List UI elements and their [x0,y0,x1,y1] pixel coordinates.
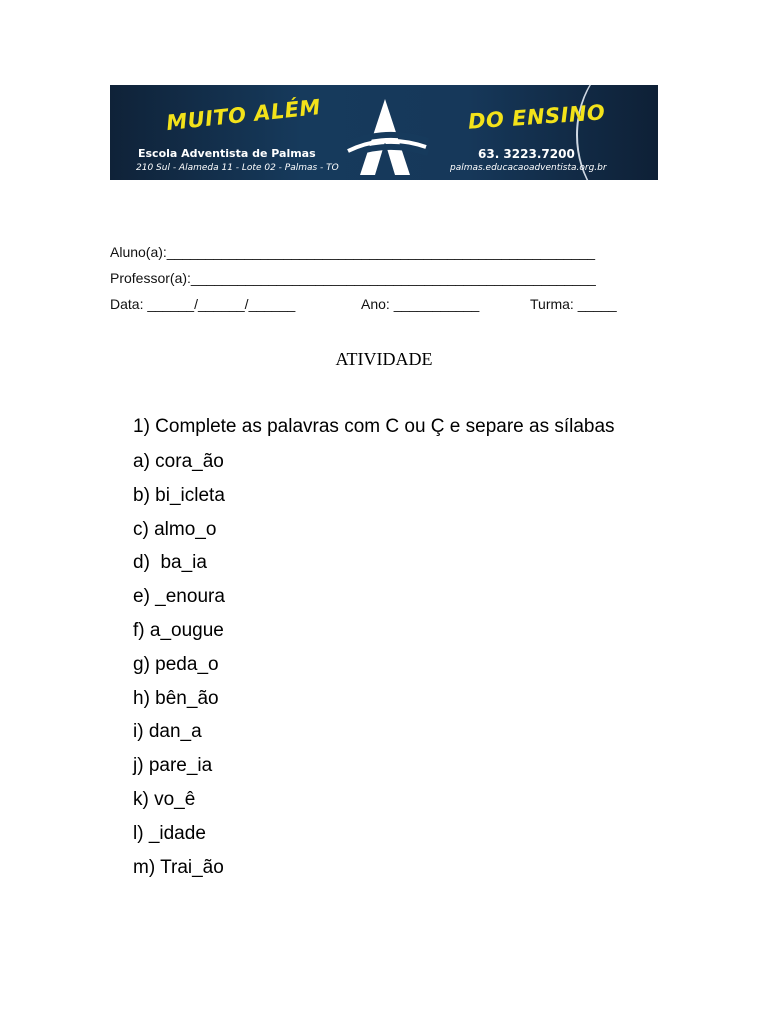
list-item: f) a_ougue [133,619,224,641]
activity-title: ATIVIDADE [335,349,433,369]
school-address: 210 Sul - Alameda 11 - Lote 02 - Palmas - TO [136,163,339,173]
list-item: l) _idade [133,822,206,844]
student-name-field: Aluno(a):_______________________________________________________ [110,244,596,260]
date-field: Data: ______/______/______ [110,296,296,312]
list-item: h) bên_ão [133,687,219,709]
class-field: Turma: _____ [530,296,617,312]
list-item: c) almo_o [133,518,217,540]
list-item: d) ba_ia [133,552,207,574]
banner-slogan-right: DO ENSINO [467,100,607,134]
teacher-name-field: Professor(a):____________________________________________________ [110,270,596,286]
exercise-list [133,450,225,889]
adventist-logo-icon [340,97,430,177]
list-item: g) peda_o [133,653,219,675]
school-name: Escola Adventista de Palmas [138,147,316,160]
list-item: a) cora_ão [133,451,224,472]
banner-slogan-left: MUITO ALÉM [165,94,322,136]
school-website: palmas.educacaoadventista.org.br [450,163,607,173]
list-item: i) dan_a [133,721,202,743]
list-item: b) bi_icleta [133,484,225,506]
question-text: 1) Complete as palavras com C ou Ç e separe as sílabas [133,416,615,437]
year-field: Ano: ___________ [361,296,480,312]
school-banner [110,85,658,180]
list-item: j) pare_ia [133,755,213,777]
list-item: e) _enoura [133,586,225,608]
list-item: k) vo_ê [133,788,196,810]
school-phone: 63. 3223.7200 [478,147,575,161]
list-item: m) Trai_ão [133,856,224,878]
